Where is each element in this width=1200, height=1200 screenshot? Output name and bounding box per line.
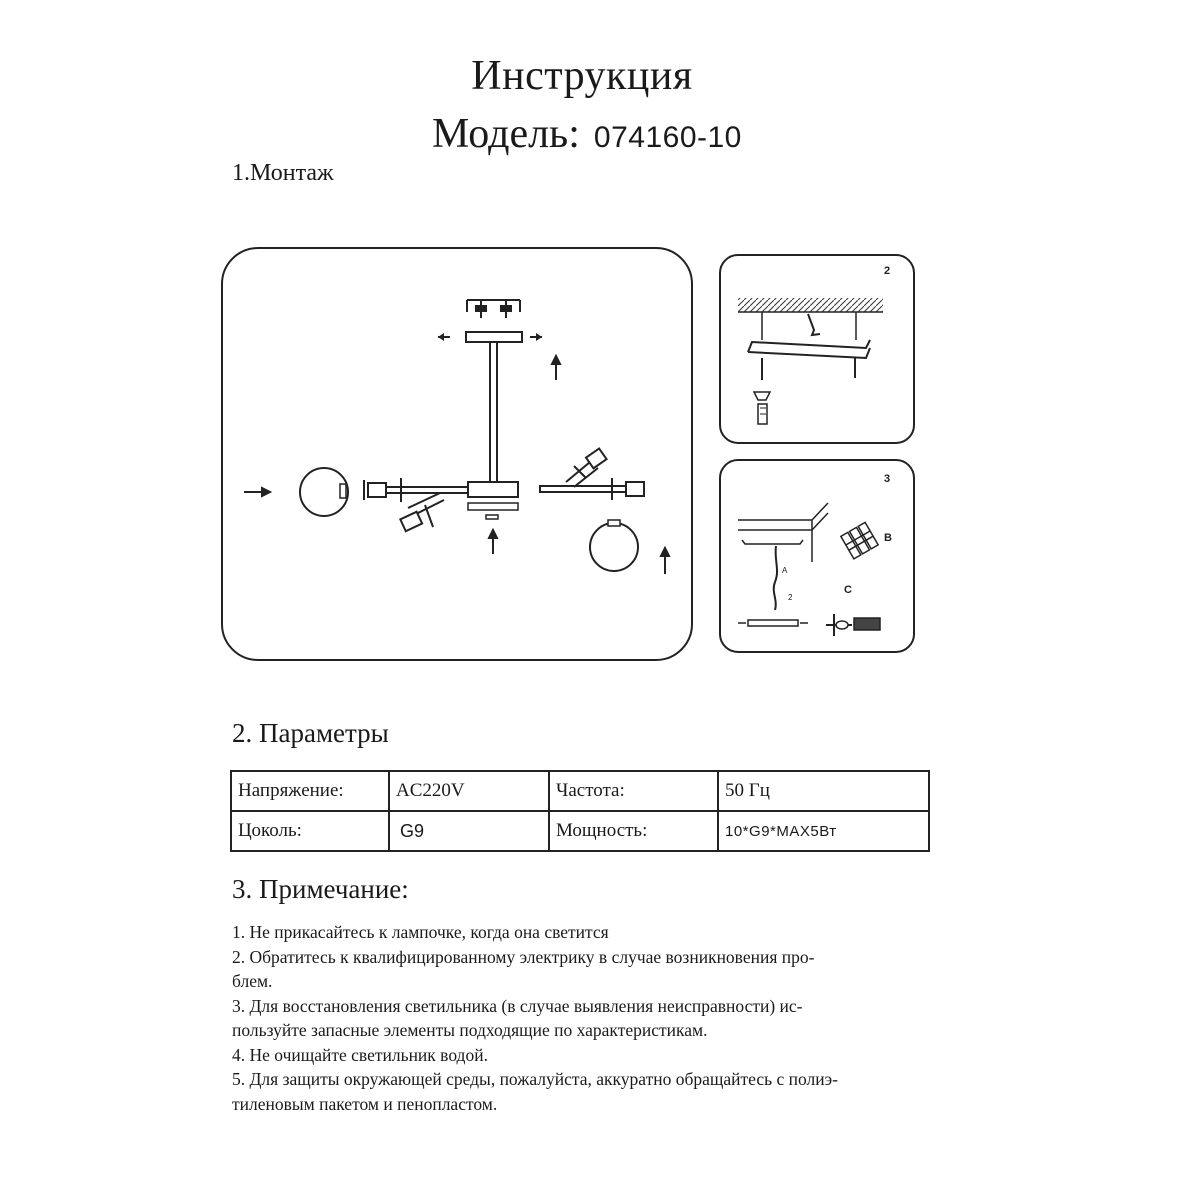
list-item: тиленовым пакетом и пенопластом.	[232, 1093, 498, 1114]
list-item: 2. Обратитесь к квалифицированному электрику в случае возникновения про-	[232, 946, 815, 967]
panel-2-label: 2	[884, 265, 891, 277]
right-arm	[540, 448, 644, 500]
table-cell: AC220V	[389, 771, 549, 811]
parameters-table	[230, 770, 930, 852]
hub-cover	[468, 503, 518, 510]
list-item: 4. Не очищайте светильник водой.	[232, 1044, 488, 1065]
direction-arrows	[244, 356, 669, 574]
assembly-panel	[222, 248, 692, 660]
table-cell: 50 Гц	[718, 771, 929, 811]
section-heading-parameters: 2. Параметры	[232, 718, 389, 748]
table-cell: G9	[389, 811, 549, 851]
table-cell: Мощность:	[549, 811, 718, 851]
table-cell: 10*G9*MAX5Вт	[718, 811, 929, 851]
section-heading-notes: 3. Примечание:	[232, 874, 409, 904]
glass-shade-left	[300, 468, 348, 516]
table-cell: Напряжение:	[231, 771, 389, 811]
model-label: Модель:	[432, 111, 580, 157]
g9-bulb-icon	[826, 614, 880, 636]
panel-3-label: 3	[884, 473, 891, 485]
list-item: 5. Для защиты окружающей среды, пожалуйста, аккуратно обращайтесь с полиэ-	[232, 1069, 838, 1089]
table-row	[231, 811, 929, 851]
model-number: 074160-10	[593, 121, 742, 154]
list-item: 3. Для восстановления светильника (в случае выявления неисправности) ис-	[232, 995, 803, 1016]
callout-b: B	[884, 532, 892, 544]
suspension-rod	[490, 342, 497, 482]
callout-c: C	[844, 584, 852, 596]
wire-connectors-icon	[841, 522, 878, 559]
notes-list	[232, 920, 952, 1116]
document-title: Инструкция	[471, 53, 693, 99]
mounting-screws-icon	[467, 300, 520, 318]
panel-ceiling-mount	[720, 255, 914, 443]
central-hub	[468, 482, 518, 497]
table-cell: Цоколь:	[231, 811, 389, 851]
list-item: 1. Не прикасайтесь к лампочке, когда она светится	[232, 922, 609, 942]
list-item: блем.	[232, 971, 273, 991]
table-row	[231, 771, 929, 811]
panel-wiring	[720, 460, 914, 652]
callout-2: 2	[788, 593, 793, 602]
list-item: пользуйте запасные элементы подходящие по характеристикам.	[232, 1020, 708, 1040]
glass-shade-right	[590, 520, 638, 571]
canopy-plate	[438, 332, 542, 342]
left-arm	[364, 478, 468, 531]
table-cell: Частота:	[549, 771, 718, 811]
section-heading-mounting: 1.Монтаж	[232, 160, 334, 186]
callout-a: A	[782, 566, 788, 575]
